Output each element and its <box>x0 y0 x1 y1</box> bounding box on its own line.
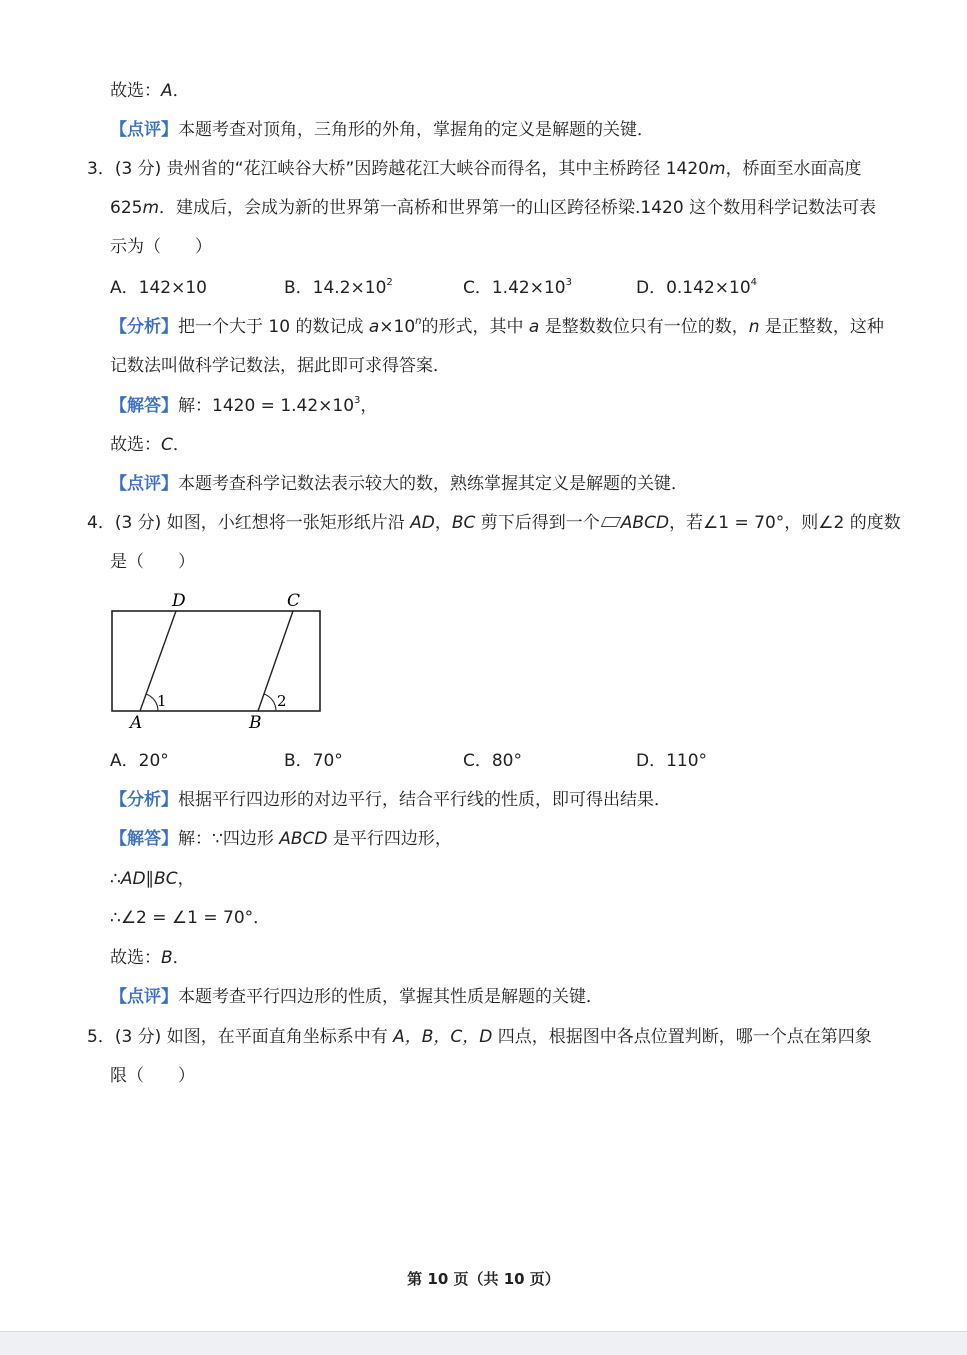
label-b: B <box>249 713 262 733</box>
label-angle-1: 1 <box>157 692 167 710</box>
q4-stem-line2: 是（ ） <box>110 552 195 572</box>
viewer-bottom-bar <box>0 1331 967 1355</box>
figure-rectangle <box>112 611 320 711</box>
q3-choice: 故选：C． <box>110 435 190 455</box>
q3-option-b: B．$14.2\times 10^2$ <box>284 277 393 298</box>
label-c: C <box>287 591 301 611</box>
q5-stem-line1: 5．(3 分) 如图，在平面直角坐标系中有 A，B，C，D 四点，根据图中各点位置判断，哪一个点在第四象 <box>87 1027 872 1047</box>
q3-option-d: D．$0.142\times 10^4$ <box>636 277 758 298</box>
label-a: A <box>130 713 143 733</box>
parallelogram-icon <box>600 517 621 527</box>
q4-step2: ∴∠2 = ∠1 = 70°． <box>110 908 271 928</box>
q4-option-b: B．70° <box>284 751 343 771</box>
q3-option-a: A．142×10 <box>110 278 207 298</box>
q2-comment: 【点评】本题考查对顶角，三角形的外角，掌握角的定义是解题的关键． <box>110 120 654 140</box>
q3-analysis-line2: 记数法叫做科学记数法，据此即可求得答案． <box>110 356 450 376</box>
q4-analysis: 【分析】根据平行四边形的对边平行，结合平行线的性质，即可得出结果． <box>110 790 671 810</box>
label-angle-2: 2 <box>277 692 287 710</box>
q4-option-a: A．20° <box>110 751 169 771</box>
label-d: D <box>172 591 186 611</box>
q4-option-d: D．110° <box>636 751 708 771</box>
q4-choice: 故选：B． <box>110 948 190 968</box>
q2-choice: 故选：A． <box>110 81 190 101</box>
q4-comment: 【点评】本题考查平行四边形的性质，掌握其性质是解题的关键． <box>110 987 603 1007</box>
q4-stem-line1: 4．(3 分) 如图，小红想将一张矩形纸片沿 AD，BC 剪下后得到一个 ABCD，若∠1 = 70°，则∠2 的度数 <box>87 513 901 533</box>
q3-solution: 【解答】解：$1420 = 1.42\times 10^3$， <box>110 395 378 416</box>
q4-step1: ∴AD∥BC， <box>110 869 195 889</box>
q3-stem-line3: 示为（ ） <box>110 237 212 257</box>
q3-comment: 【点评】本题考查科学记数法表示较大的数，熟练掌握其定义是解题的关键． <box>110 474 688 494</box>
angle-2-arc <box>264 694 276 711</box>
q3-analysis-line1: 【分析】把一个大于 10 的数记成 $a\times 10^n$的形式，其中 a 是整数数位只有一位的数，n 是正整数，这种 <box>110 316 884 337</box>
page-footer: 第 10 页（共 10 页） <box>407 1270 560 1288</box>
figure-line-bc <box>258 611 293 711</box>
q4-solution: 【解答】解：∵四边形 ABCD 是平行四边形， <box>110 829 452 849</box>
q3-stem-line2: 625m．建成后，会成为新的世界第一高桥和世界第一的山区跨径桥梁.1420 这个数用科学记数法可表 <box>110 198 877 218</box>
q5-stem-line2: 限（ ） <box>110 1066 195 1086</box>
q3-stem-line1: 3．(3 分) 贵州省的“花江峡谷大桥”因跨越花江大峡谷而得名，其中主桥跨径 1420m，桥面至水面高度 <box>87 159 862 179</box>
q3-option-c: C．$1.42\times 10^3$ <box>463 277 572 298</box>
q4-figure <box>104 588 334 733</box>
q4-option-c: C．80° <box>463 751 523 771</box>
